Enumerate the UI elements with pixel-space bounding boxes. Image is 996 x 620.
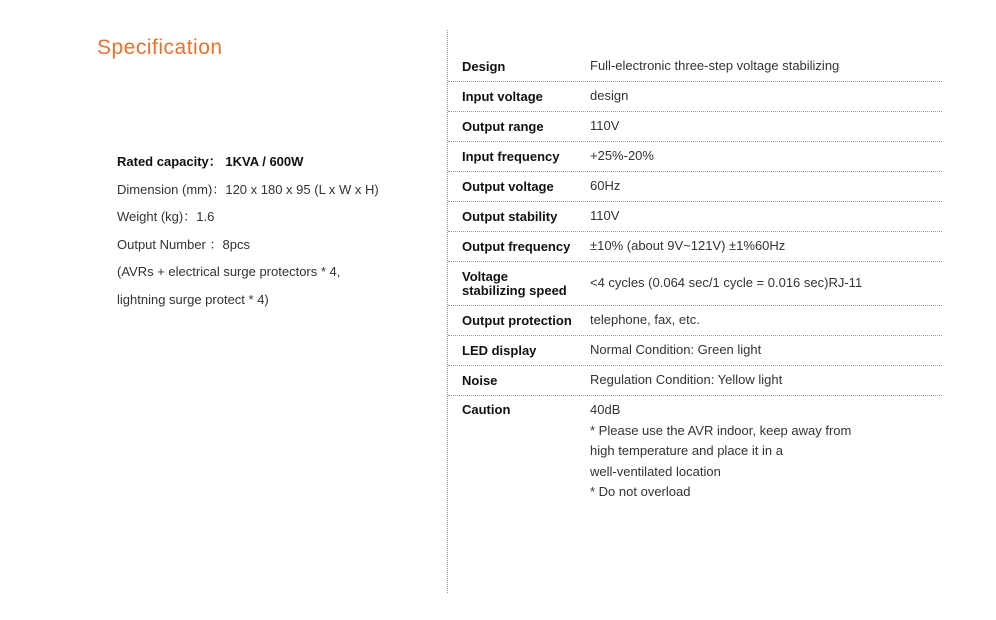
weight: Weight (kg)：1.6 <box>117 209 215 224</box>
spec-label: Output protection <box>462 312 572 328</box>
spec-value: 110V <box>590 208 620 224</box>
spec-table <box>448 52 942 503</box>
spec-label: Output range <box>462 118 544 134</box>
spec-label: Caution <box>462 402 511 417</box>
spec-row-caution <box>448 396 942 503</box>
spec-row-input-voltage <box>448 82 942 112</box>
spec-row-output-range <box>448 112 942 142</box>
spec-row-design <box>448 52 942 82</box>
spec-value: 60Hz <box>590 178 621 194</box>
spec-label <box>448 270 590 298</box>
spec-value-line: * Please use the AVR indoor, keep away from <box>590 422 852 438</box>
spec-row-output-voltage <box>448 172 942 202</box>
spec-label: Noise <box>462 372 498 388</box>
spec-value: Normal Condition: Green light <box>590 342 762 358</box>
spec-value-line: * Do not overload <box>590 484 691 499</box>
spec-row-output-protection <box>448 306 942 336</box>
spec-value-line: 40dB <box>590 402 621 417</box>
spec-row-output-frequency <box>448 232 942 262</box>
spec-label: Input voltage <box>462 88 543 104</box>
spec-value: design <box>590 88 629 104</box>
spec-row-led-display <box>448 336 942 366</box>
spec-value: Full-electronic three-step voltage stabilizing <box>590 58 840 74</box>
spec-label: Output stability <box>462 208 558 224</box>
spec-value: ±10% (about 9V~121V) ±1%60Hz <box>590 238 786 254</box>
spec-label: Output voltage <box>462 178 554 194</box>
spec-value-line: well-ventilated location <box>590 463 721 479</box>
spec-label: Design <box>462 58 506 74</box>
spec-value: telephone, fax, etc. <box>590 312 700 328</box>
output-number: Output Number ：8pcs <box>117 236 250 252</box>
spec-row-input-frequency <box>448 142 942 172</box>
summary-block <box>117 148 427 313</box>
spec-value: 110V <box>590 118 620 134</box>
spec-label: Output frequency <box>462 238 571 254</box>
rated-capacity: Rated capacity： 1KVA / 600W <box>117 154 304 169</box>
spec-value: <4 cycles (0.064 sec/1 cycle = 0.016 sec)RJ-11 <box>590 275 863 291</box>
page-title: Specification <box>97 36 223 59</box>
spec-value-line: high temperature and place it in a <box>590 443 783 458</box>
spec-label: Input frequency <box>462 148 560 164</box>
output-number-note-2: lightning surge protect * 4) <box>117 291 269 307</box>
spec-row-output-stability <box>448 202 942 232</box>
spec-value <box>590 400 942 503</box>
spec-label: LED display <box>462 342 537 358</box>
output-number-note-1: (AVRs + electrical surge protectors * 4, <box>117 264 341 279</box>
spec-row-voltage-stabilizing-speed <box>448 262 942 306</box>
spec-row-noise <box>448 366 942 396</box>
spec-label-line: stabilizing speed <box>462 282 567 298</box>
dimension: Dimension (mm)：120 x 180 x 95 (L x W x H) <box>117 181 379 197</box>
spec-value: Regulation Condition: Yellow light <box>590 372 783 388</box>
spec-label-line: Voltage <box>462 268 508 284</box>
spec-value: +25%-20% <box>590 148 654 164</box>
